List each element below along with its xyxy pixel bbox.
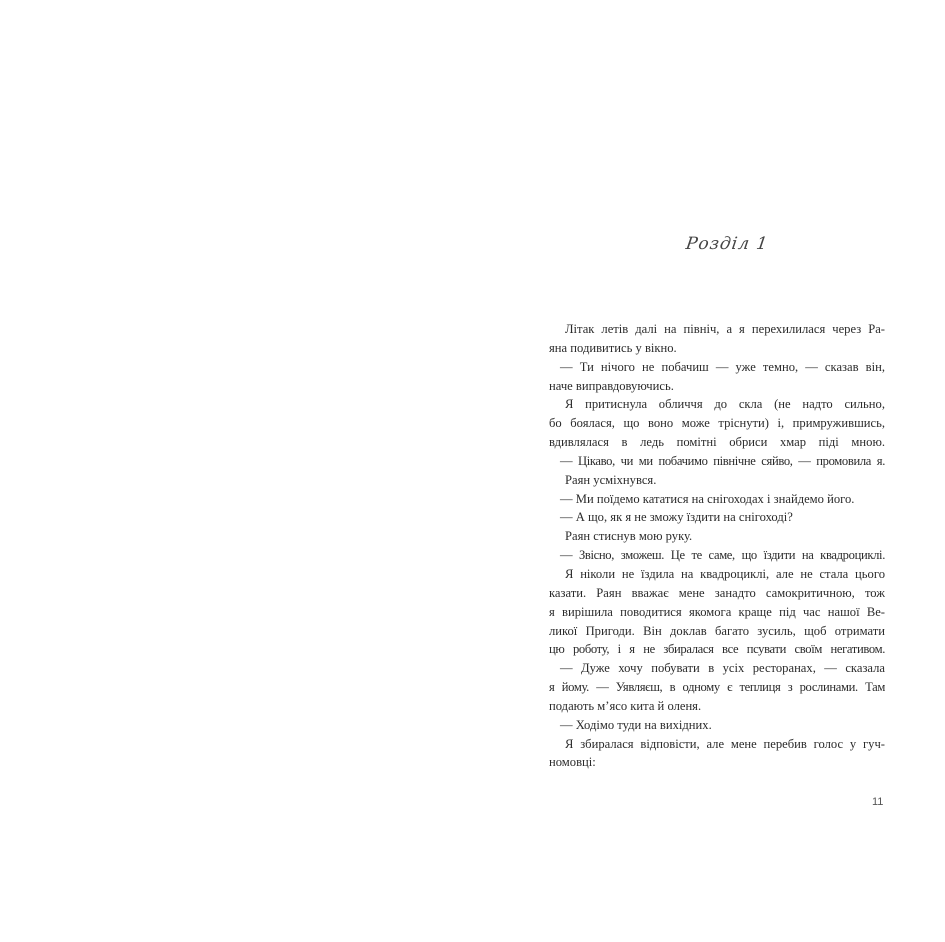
text-line: — Дуже хочу побувати в усіх ресторанах, — сказала — [560, 661, 885, 676]
text-line: я вирішила поводитися якомога краще під час нашої Ве- — [549, 604, 885, 619]
text-line: — Ти нічого не побачиш — уже темно, — сказав він, — [560, 359, 885, 374]
text-line: Раян стиснув мою руку. — [565, 529, 693, 544]
left-page — [0, 0, 472, 942]
text-line: Раян усміхнувся. — [565, 472, 657, 487]
text-line: — Ми поїдемо кататися на снігоходах і знайдемо його. — [560, 491, 855, 506]
text-line: я йому. — Уявляєш, в одному є теплиця з рослинами. Там — [549, 680, 885, 695]
text-line: подають м’ясо кита й оленя. — [549, 698, 702, 713]
text-line: яна подивитись у вікно. — [549, 340, 677, 355]
text-line: ликої Пригоди. Він доклав багато зусиль, щоб отримати — [549, 623, 885, 638]
text-line: Літак летів далі на північ, а я перехилилася через Ра- — [565, 322, 885, 336]
text-line: Я притиснула обличчя до скла (не надто сильно, — [565, 397, 885, 412]
chapter-title: Розділ 1 — [684, 234, 770, 254]
text-line: — А що, як я не зможу їздити на снігоході? — [560, 510, 793, 525]
text-line: — Звісно, зможеш. Це те саме, що їздити на квадроциклі. — [560, 548, 885, 563]
text-line: вдивлялася в ледь помітні обриси хмар піді мною. — [549, 435, 885, 450]
text-line: наче виправдовуючись. — [549, 378, 674, 393]
text-line: цю роботу, і я не збиралася все псувати своїм негативом. — [549, 642, 885, 657]
text-line: — Цікаво, чи ми побачимо північне сяйво, — промовила я. — [560, 453, 885, 468]
text-line: номовці: — [549, 755, 596, 770]
body-text — [549, 320, 885, 772]
text-line: Я ніколи не їздила на квадроциклі, але не стала цього — [565, 566, 885, 581]
text-line: Я збиралася відповісти, але мене перебив голос у гуч- — [565, 736, 885, 751]
text-line: бо боялася, що воно може тріснути) і, примружившись, — [549, 416, 885, 431]
page-number: 11 — [872, 796, 884, 808]
text-line: казати. Раян вважає мене занадто самокритичною, тож — [549, 585, 885, 600]
text-line: — Ходімо туди на вихідних. — [560, 717, 712, 732]
